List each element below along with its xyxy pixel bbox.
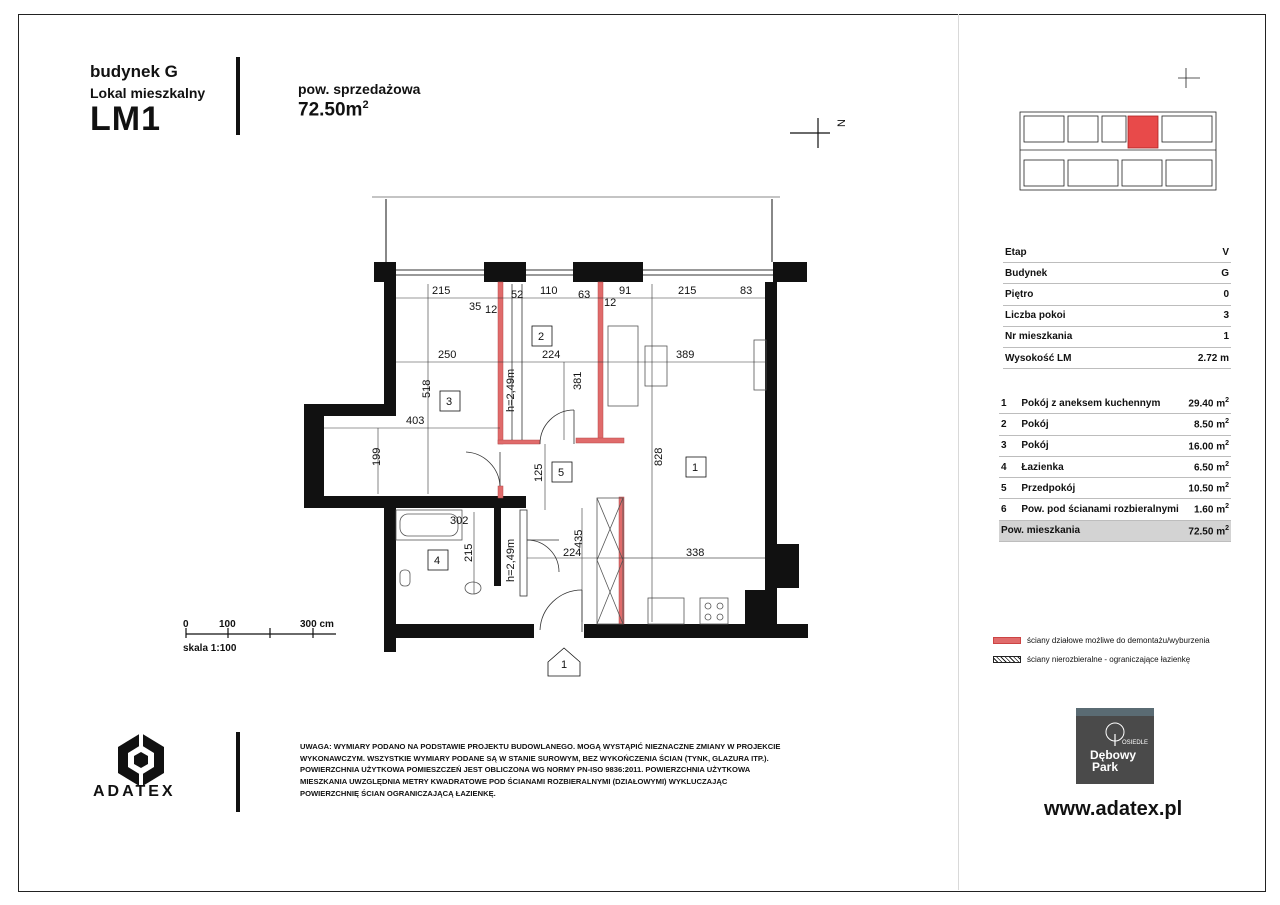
- debowy-park-logo: [1076, 708, 1154, 784]
- info-table: [1003, 242, 1231, 369]
- scale-tick-0: 0: [183, 619, 189, 630]
- info-row: [1003, 242, 1231, 263]
- scale-tick-300: 300 cm: [300, 619, 334, 630]
- note-line: UWAGA: WYMIARY PODANO NA PODSTAWIE PROJEKTU BUDOWLANEGO. MOGĄ WYSTĄPIĆ NIEZNACZNE ZMIANY W PROJEKCIE: [300, 742, 781, 751]
- dim-199: 199: [371, 447, 383, 466]
- legend-bathroom: [993, 655, 1190, 664]
- dim-403: 403: [406, 415, 425, 427]
- dim-83: 83: [740, 285, 753, 297]
- info-row: [1003, 347, 1231, 368]
- dim-91: 91: [619, 285, 632, 297]
- info-value: G: [1156, 263, 1231, 284]
- note-line: POWIERZCHNIĘ ŚCIAN OGRANICZAJĄCĄ ŁAZIENKĘ.: [300, 788, 496, 798]
- furniture: [396, 326, 766, 624]
- info-row: [1003, 263, 1231, 284]
- dim-250: 250: [438, 349, 457, 361]
- website-link[interactable]: www.adatex.pl: [1044, 798, 1183, 820]
- note-line: WYKONAWCZYM. WSZYSTKIE WYMIARY PODANE SĄ W STANIE SUROWYM, BEZ WYKOŃCZENIA ŚCIAN (TYNK, GLAZURA ITP.).: [300, 753, 769, 763]
- dim-224a: 224: [542, 349, 561, 361]
- rooms-table: [999, 393, 1231, 542]
- dim-215c: 215: [463, 543, 475, 562]
- info-value: 3: [1156, 305, 1231, 326]
- room-row: 1 Pokój z aneksem kuchennym 29.40 $m^2$: [999, 393, 1231, 414]
- dim-52: 52: [511, 289, 524, 301]
- room-1-number: 1: [692, 462, 699, 474]
- area-label: pow. sprzedażowa: [298, 81, 421, 97]
- unit-code: LM1: [90, 100, 161, 138]
- dim-215b: 215: [678, 285, 697, 297]
- hatch-wall-swatch: [993, 656, 1021, 663]
- info-label: Piętro: [1003, 284, 1156, 305]
- info-row: [1003, 305, 1231, 326]
- room-4-number: 4: [434, 555, 441, 567]
- dim-35: 35: [469, 301, 482, 313]
- site-key-plan: [990, 68, 1230, 218]
- dim-215a: 215: [432, 285, 451, 297]
- info-value: 2.72 m: [1156, 347, 1231, 368]
- info-value: 1: [1156, 326, 1231, 347]
- legend-removable: [993, 636, 1210, 645]
- unit-type: Lokal mieszkalny: [90, 85, 206, 101]
- dim-338: 338: [686, 547, 705, 559]
- compass-icon: [790, 118, 848, 148]
- info-label: Budynek: [1003, 263, 1156, 284]
- height-label-2: h=2,49m: [505, 538, 517, 582]
- logo-divider: [236, 732, 240, 812]
- brand-osiedle: OSIEDLE: [1122, 740, 1149, 746]
- room-row: 4 Łazienka 6.50 $m^2$: [999, 456, 1231, 477]
- room-2-number: 2: [538, 331, 545, 343]
- disclaimer-note: [300, 741, 780, 800]
- entrance-number: 1: [561, 659, 568, 671]
- dim-110: 110: [540, 285, 558, 297]
- north-label: N: [836, 119, 848, 127]
- room-3-number: 3: [446, 396, 453, 408]
- scale-caption: skala 1:100: [183, 643, 237, 654]
- scale-tick-100: 100: [219, 619, 236, 630]
- area-value: $72.50m^2$: [298, 99, 369, 121]
- dim-125: 125: [533, 463, 545, 482]
- brand-debowy: Dębowy: [1090, 748, 1137, 762]
- room-row: 2 Pokój 8.50 $m^2$: [999, 414, 1231, 435]
- balcony: [372, 197, 780, 262]
- room-5-number: 5: [558, 467, 565, 479]
- total-row: Pow. mieszkania 72.50 $m^2$: [999, 520, 1231, 541]
- entrance-arrow-icon: [548, 648, 580, 676]
- info-row: [1003, 284, 1231, 305]
- note-line: POWIERZCHNIA UŻYTKOWA POMIESZCZEŃ JEST OBLICZONA WG NORMY PN-ISO 9836:2011. POWIERZCHNIA UŻYTKOWA: [300, 765, 751, 775]
- dim-302: 302: [450, 515, 469, 527]
- info-label: Liczba pokoi: [1003, 305, 1156, 326]
- info-value: 0: [1156, 284, 1231, 305]
- note-line: MIESZKANIA UWZGLĘDNIA METRY KWADRATOWE POD ŚCIANAMI ROZBIERALNYMI (DZIAŁOWYMI) WYKLUCZAJĄC: [300, 777, 728, 787]
- info-value: V: [1156, 242, 1231, 263]
- legend-removable-label: ściany działowe możliwe do demontażu/wyburzenia: [1027, 636, 1210, 645]
- room-row: 3 Pokój 16.00 $m^2$: [999, 435, 1231, 456]
- dim-435: 435: [573, 529, 585, 548]
- info-label: Nr mieszkania: [1003, 326, 1156, 347]
- dim-389: 389: [676, 349, 695, 361]
- info-label: Etap: [1003, 242, 1156, 263]
- dim-381: 381: [572, 371, 584, 390]
- info-row: [1003, 326, 1231, 347]
- building-name: budynek G: [90, 62, 178, 81]
- dim-224b: 224: [563, 547, 582, 559]
- info-label: Wysokość LM: [1003, 347, 1156, 368]
- red-wall-swatch: [993, 637, 1021, 644]
- adatex-logo-icon: [118, 733, 164, 787]
- logo-top-band: [1076, 708, 1154, 716]
- dim-12b: 12: [604, 297, 617, 309]
- dim-12a: 12: [485, 304, 498, 316]
- dim-828: 828: [653, 447, 665, 466]
- room-row: 5 Przedpokój 10.50 $m^2$: [999, 478, 1231, 499]
- room-row: 6 Pow. pod ścianami rozbieralnymi 1.60 $m^2$: [999, 499, 1231, 520]
- highlighted-unit: [1128, 116, 1158, 148]
- legend-bathroom-label: ściany nierozbieralne - ograniczające łazienkę: [1027, 655, 1191, 664]
- height-label-1: h=2,49m: [505, 368, 517, 412]
- dim-63: 63: [578, 289, 591, 301]
- adatex-logo-text: ADATEX: [93, 783, 176, 800]
- brand-park: Park: [1092, 760, 1119, 774]
- dim-518: 518: [421, 379, 433, 398]
